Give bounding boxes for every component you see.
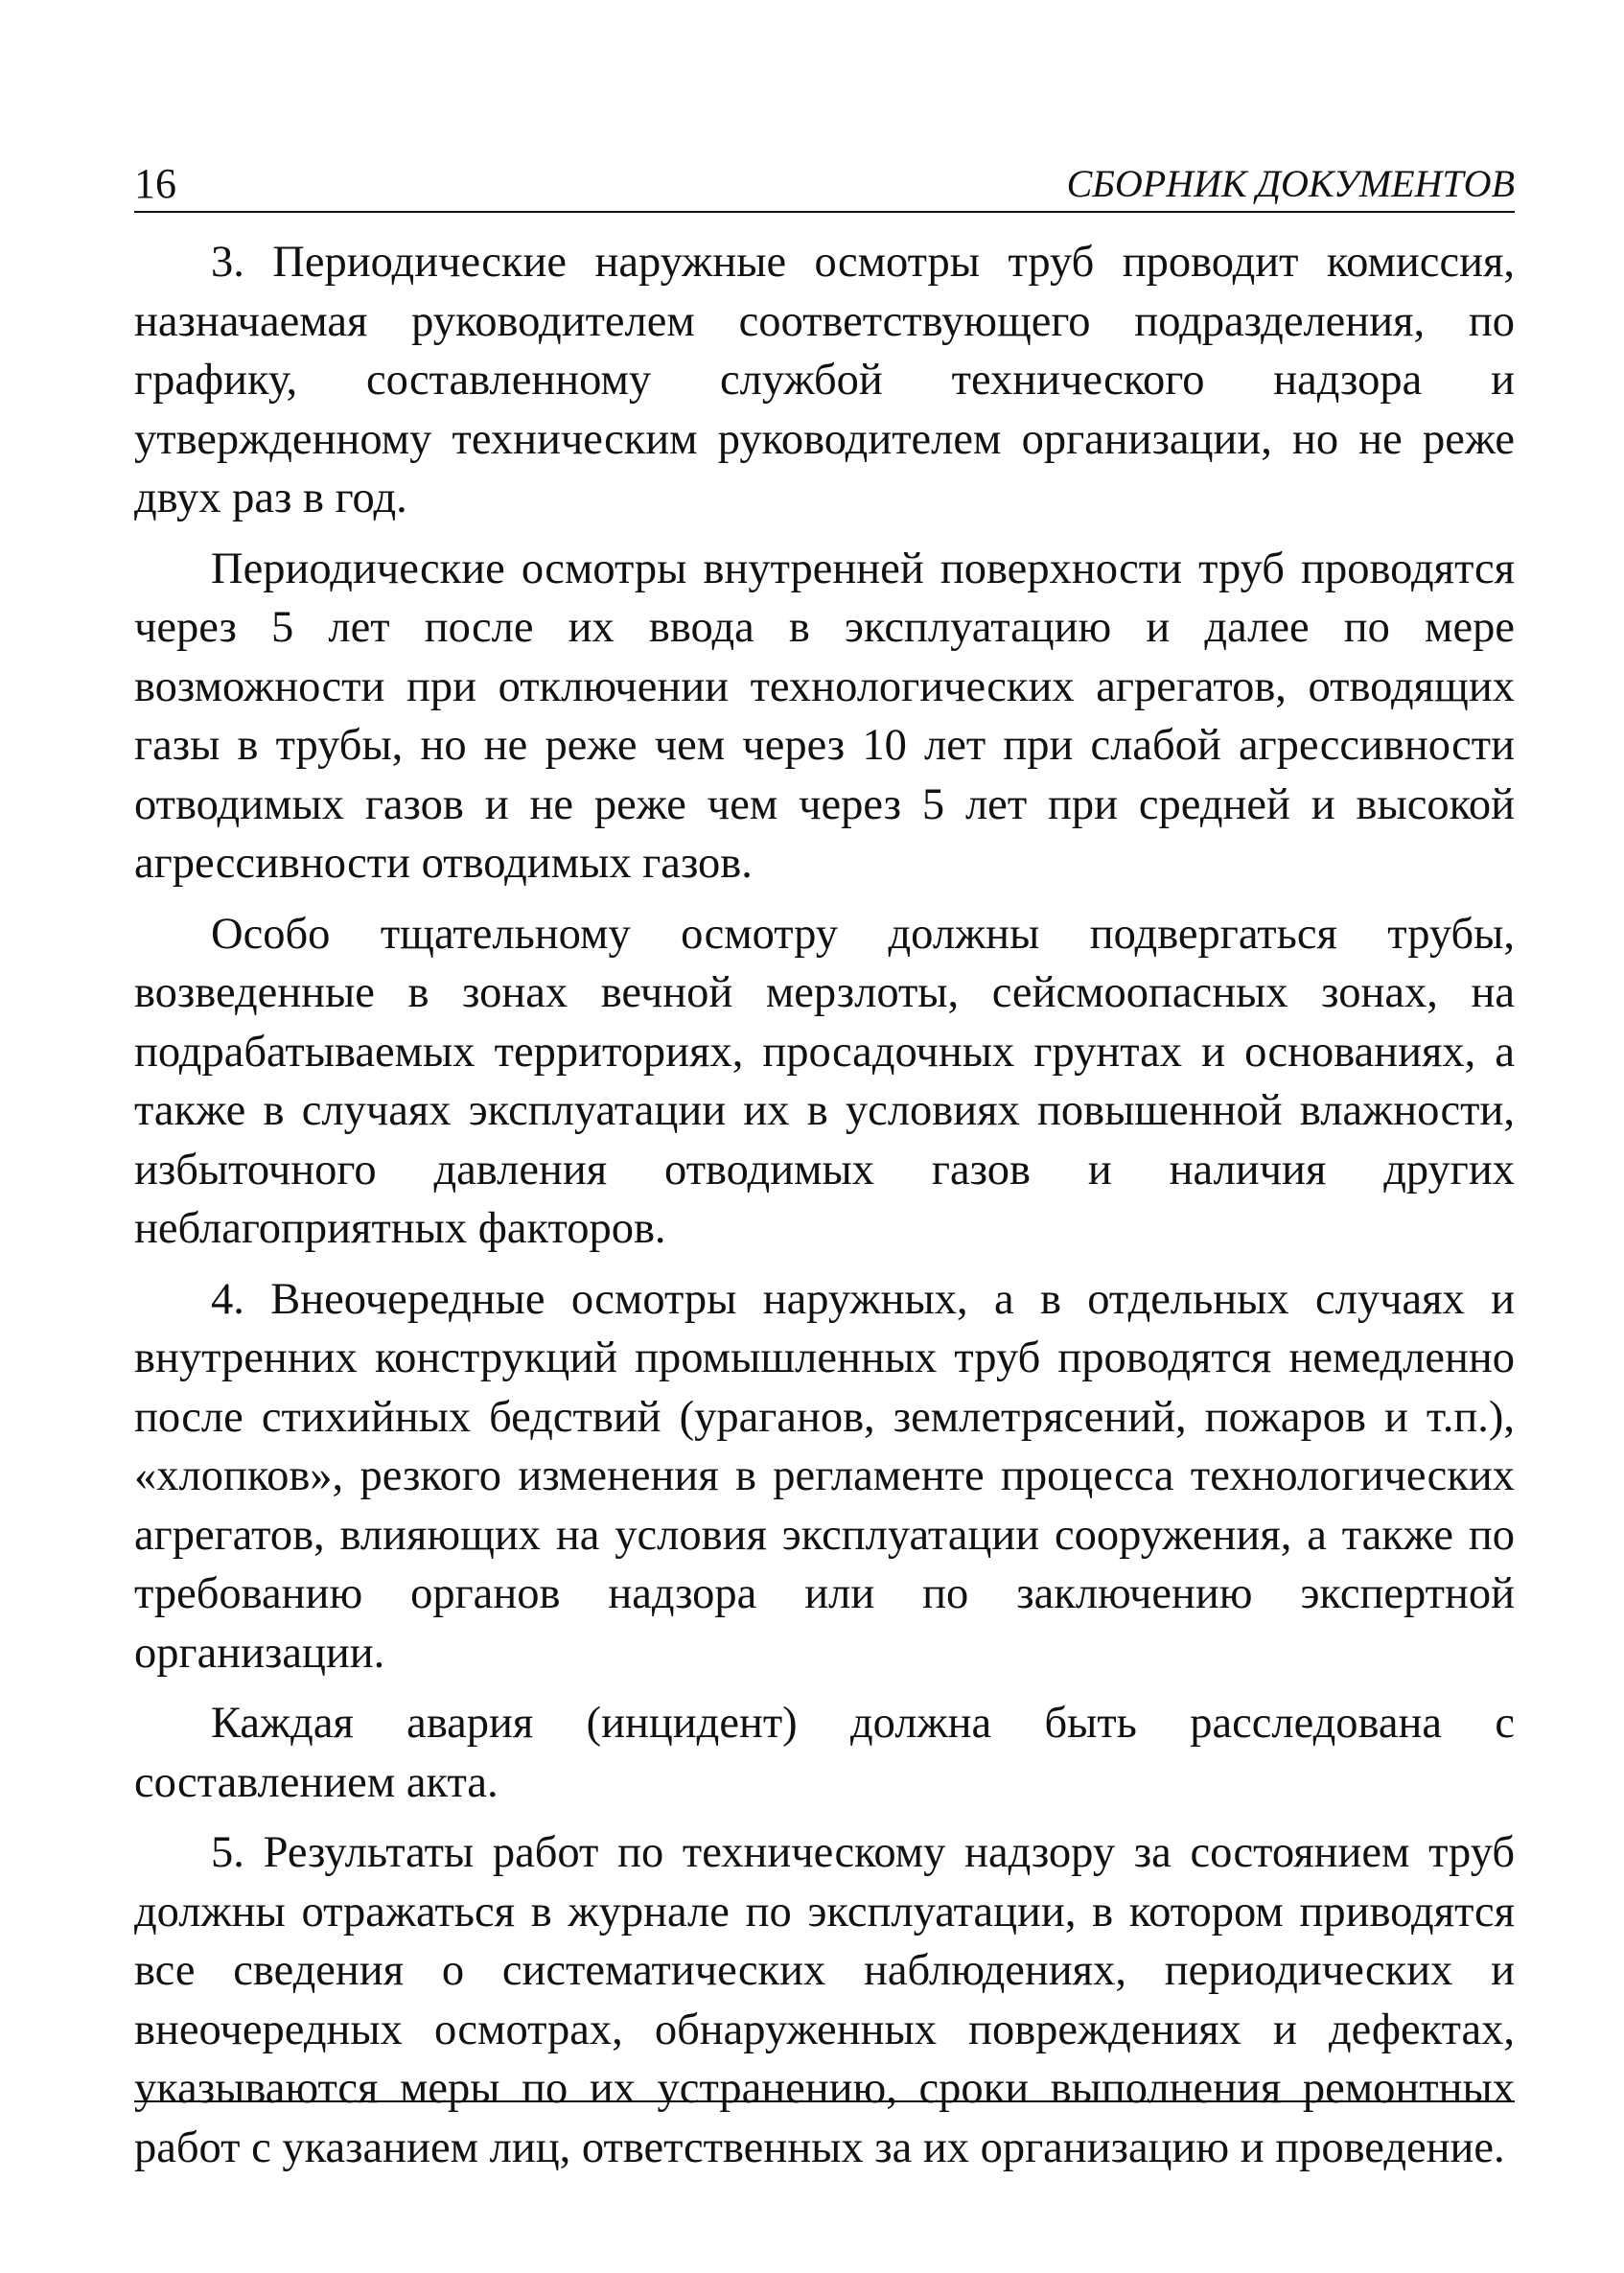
paragraph-special-conditions: Особо тщательному осмотру должны подвергаться трубы, возведенные в зонах вечной мерзлоты, сейсмоопасных зонах, на подрабатываемых территориях, просадочных грунтах и основаниях, а также в случаях эксплуатации их в условиях повышенной влажности, избыточного давления отводимых газов и наличия других неблагоприятных факторов.: [134, 909, 1515, 1253]
paragraph-item-5-results-journal: 5. Результаты работ по техническому надзору за состоянием труб должны отражаться в журнале по эксплуатации, в котором приводятся все сведения о систематических наблюдениях, периодических и внеочередных осмотрах, обнаруженных повреждениях и дефектах, указываются меры по их устранению, сроки выполнения ремонтных работ с указанием лиц, ответственных за их организацию и проведение.: [134, 1828, 1515, 2172]
running-title: СБОРНИК ДОКУМЕНТОВ: [1066, 162, 1515, 205]
paragraph-item-3-periodic-external-inspections: 3. Периодические наружные осмотры труб проводит комиссия, назначаемая руководителем соответствующего подразделения, по графику, составленному службой технического надзора и утвержденному техническим руководителем организации, но не реже двух раз в год.: [134, 238, 1515, 522]
paragraph-accident-investigation: Каждая авария (инцидент) должна быть расследована с составлением акта.: [134, 1699, 1515, 1807]
page-header: [134, 153, 1515, 213]
body-text: [134, 233, 1515, 2189]
bottom-rule: [134, 2100, 1515, 2102]
page-number: 16: [134, 160, 176, 207]
paragraph-internal-surface-inspections: Периодические осмотры внутренней поверхности труб проводятся через 5 лет после их ввода в эксплуатацию и далее по мере возможности при отключении технологических агрегатов, отводящих газы в трубы, но не реже чем через 10 лет при слабой агрессивности отводимых газов и не реже чем через 5 лет при средней и высокой агрессивности отводимых газов.: [134, 544, 1515, 888]
paragraph-item-4-extraordinary-inspections: 4. Внеочередные осмотры наружных, а в отдельных случаях и внутренних конструкций промышленных труб проводятся немедленно после стихийных бедствий (ураганов, землетрясений, пожаров и т.п.), «хлопков», резкого изменения в регламенте процесса технологических агрегатов, влияющих на условия эксплуатации сооружения, а также по требованию органов надзора или по заключению экспертной организации.: [134, 1274, 1515, 1678]
